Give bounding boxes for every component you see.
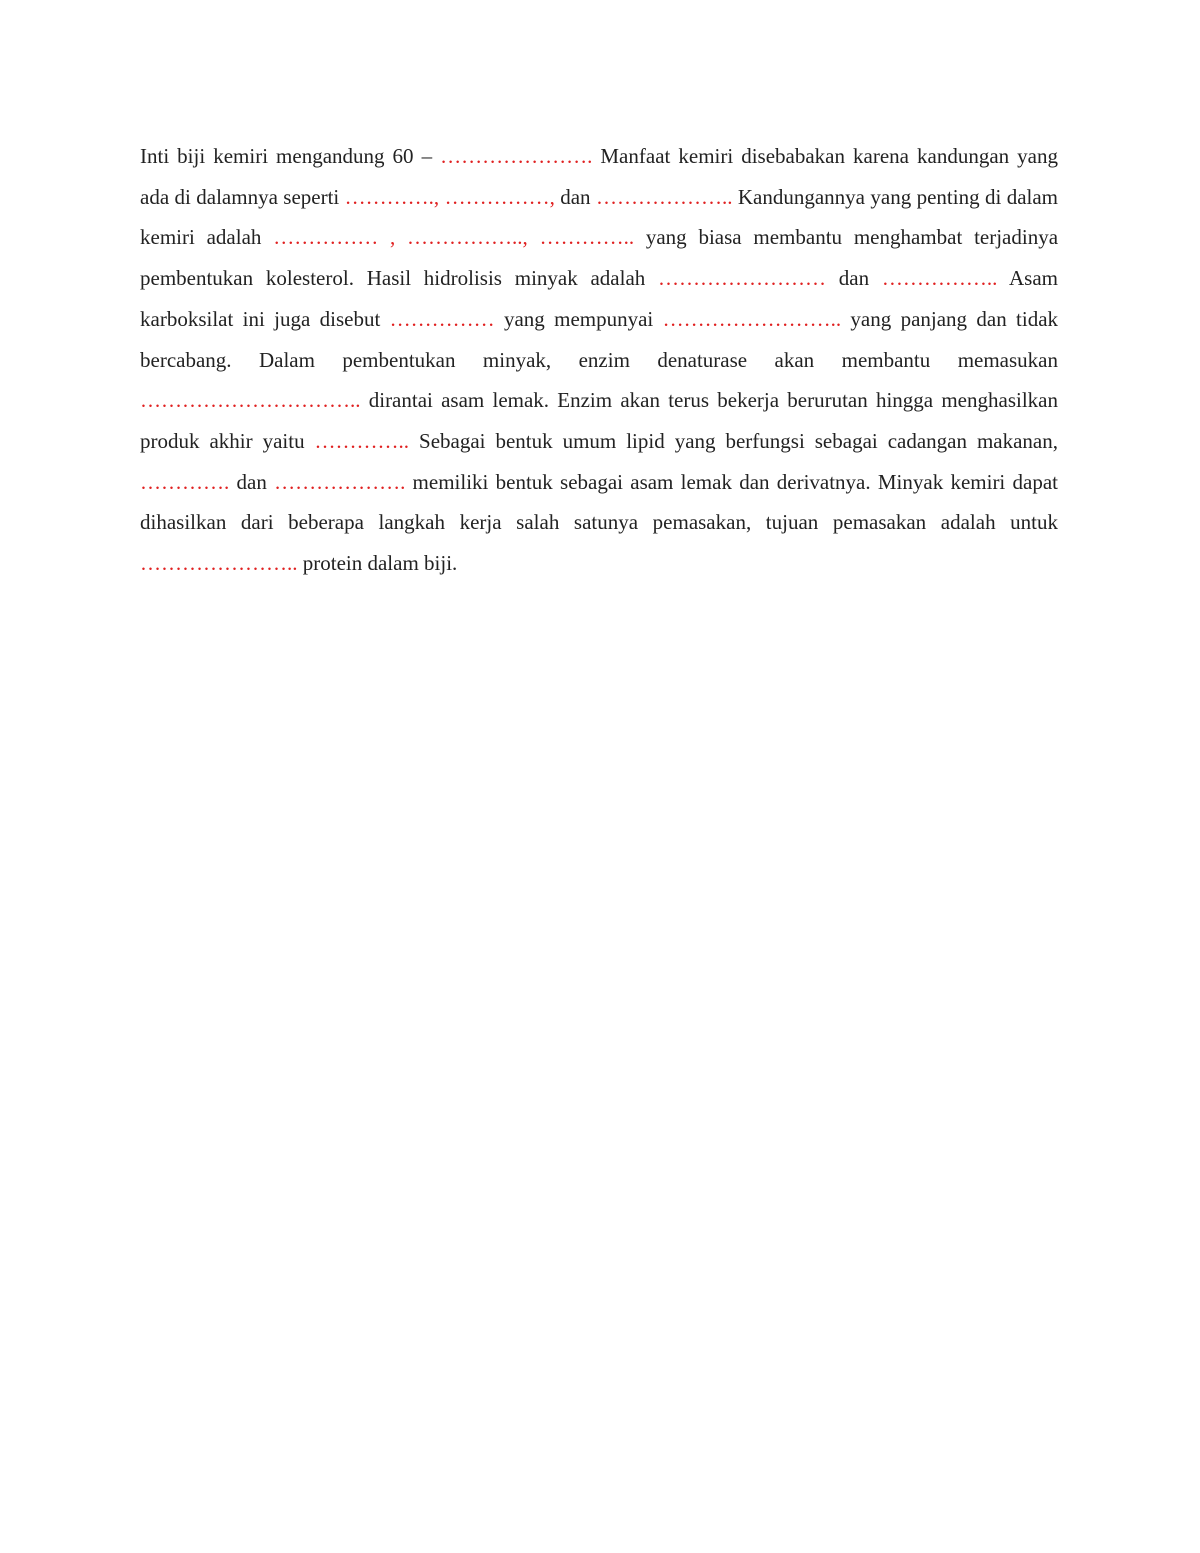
- paragraph-text: [395, 225, 407, 249]
- fill-in-blank: ……………………..: [662, 306, 842, 331]
- fill-in-blank: …………..: [314, 428, 410, 453]
- paragraph-text: Kandungannya yang penting di dalam kemiri adalah: [140, 184, 1059, 250]
- paragraph-text: Asam karboksilat ini juga disebut: [140, 266, 1058, 331]
- fill-in-blank: …………..: [539, 225, 635, 250]
- paragraph-text: yang mempunyai: [494, 306, 663, 331]
- fill-in-blank: …………………………..: [140, 388, 361, 413]
- fill-in-blank: …………………..: [140, 551, 298, 576]
- fill-in-blank: ………….,: [344, 184, 440, 209]
- paragraph-text: dan: [229, 469, 275, 494]
- paragraph-text: protein dalam biji.: [297, 551, 458, 576]
- fill-in-blank: ……………,: [444, 184, 555, 209]
- paragraph-text: dan: [554, 184, 596, 209]
- paragraph-text: yang biasa membantu menghambat terjadinya pembentukan kolesterol. Hasil hidrolisis minyak adalah: [140, 225, 1059, 291]
- fill-in-blank: ……………..,: [407, 225, 528, 250]
- document-paragraph: [140, 136, 1058, 584]
- fill-in-blank: ……………………: [658, 266, 827, 291]
- fill-in-blank: ………………..: [595, 184, 733, 209]
- paragraph-text: Sebagai bentuk umum lipid yang berfungsi sebagai cadangan makanan,: [409, 428, 1058, 453]
- paragraph-text: Inti biji kemiri mengandung 60 –: [140, 144, 441, 168]
- paragraph-text: Manfaat kemiri disebabakan karena kandungan yang ada di dalamnya seperti: [140, 144, 1058, 209]
- paragraph-text: [528, 225, 540, 249]
- paragraph-text: dan: [826, 266, 882, 291]
- fill-in-blank: ……………: [389, 306, 495, 331]
- paragraph-text: yang panjang dan tidak bercabang. Dalam pembentukan minyak, enzim denaturase akan membantu memasukan: [140, 306, 1059, 372]
- paragraph-text: memiliki bentuk sebagai asam lemak dan derivatnya. Minyak kemiri dapat dihasilkan dari beberapa langkah kerja salah satunya pemasakan, tujuan pemasakan adalah untuk: [140, 469, 1058, 535]
- fill-in-blank: ………….: [140, 469, 230, 494]
- fill-in-blank: ………………….: [440, 144, 593, 168]
- fill-in-blank: ……………..: [881, 266, 998, 291]
- fill-in-blank: …………… ,: [273, 225, 396, 250]
- fill-in-blank: ……………….: [274, 469, 406, 494]
- paragraph-text: dirantai asam lemak. Enzim akan terus bekerja berurutan hingga menghasilkan produk akhir yaitu: [140, 388, 1058, 453]
